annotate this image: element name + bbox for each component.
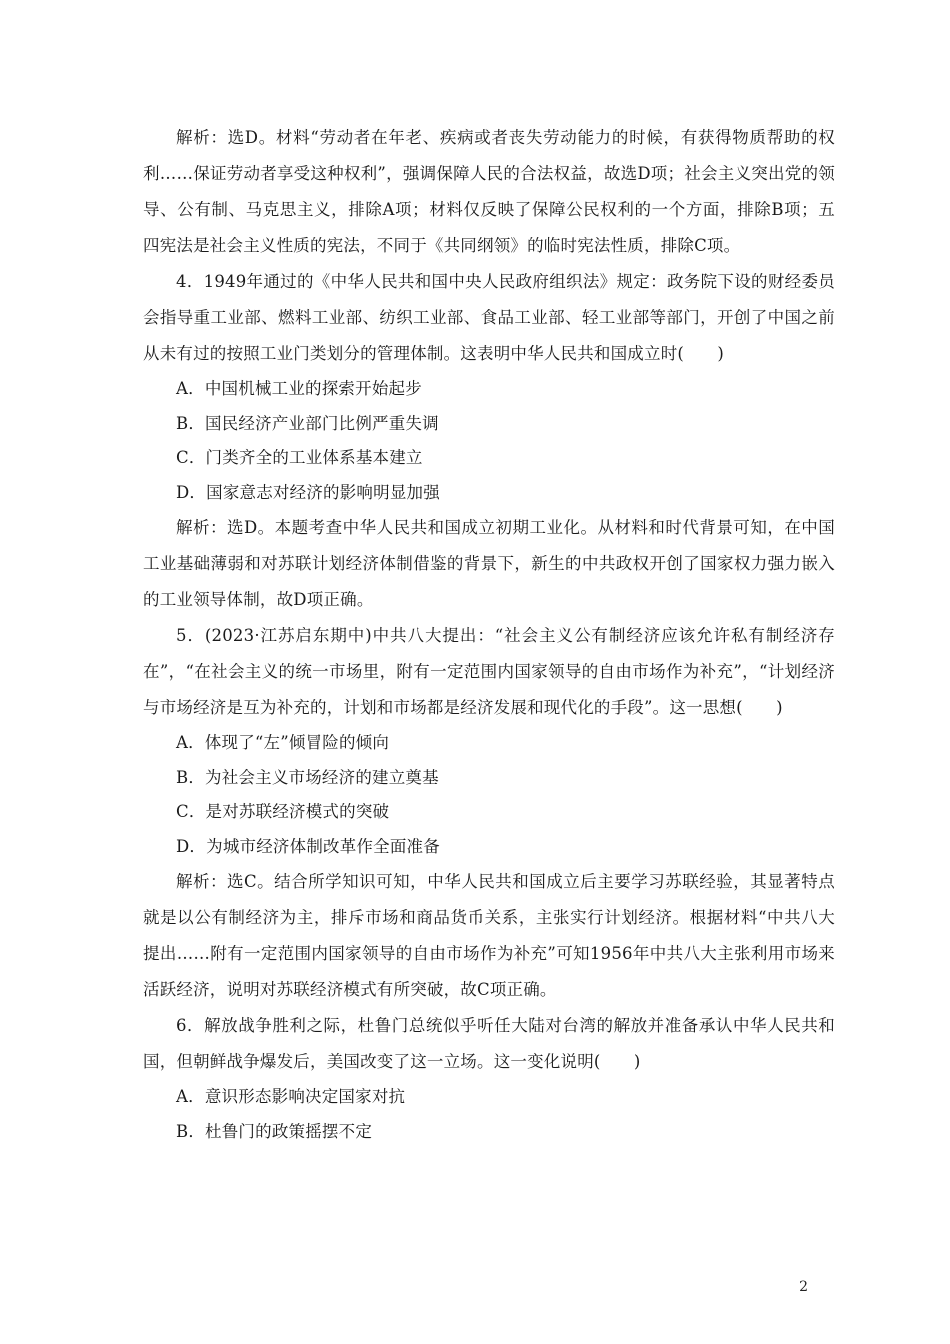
question-4-stem: 4．1949年通过的《中华人民共和国中央人民政府组织法》规定：政务院下设的财经委员会指导重工业部、燃料工业部、纺织工业部、食品工业部、轻工业部等部门，开创了中国之前从未有过的按照工业门类划分的管理体制。这表明中华人民共和国成立时( ) <box>143 272 835 363</box>
question-4-option-d: D．国家意志对经济的影响明显加强 <box>176 482 440 502</box>
question-6-option-b: B．杜鲁门的政策摇摆不定 <box>176 1121 373 1141</box>
question-4-option-a: A．中国机械工业的探索开始起步 <box>176 379 422 398</box>
question-5-option-c: C．是对苏联经济模式的突破 <box>176 802 390 821</box>
question-5-option-a: A．体现了“左”倾冒险的倾向 <box>176 733 390 752</box>
question-4-option-b: B．国民经济产业部门比例严重失调 <box>176 413 439 433</box>
question-4-option-c: C．门类齐全的工业体系基本建立 <box>176 448 423 467</box>
page-number: 2 <box>799 1279 808 1295</box>
analysis-q4: 解析：选D。本题考查中华人民共和国成立初期工业化。从材料和时代背景可知，在中国工业基础薄弱和对苏联计划经济体制借鉴的背景下，新生的中共政权开创了国家权力强力嵌入的工业领导体制，故D项正确。 <box>143 518 835 609</box>
question-6-stem: 6．解放战争胜利之际，杜鲁门总统似乎听任大陆对台湾的解放并准备承认中华人民共和国，但朝鲜战争爆发后，美国改变了这一立场。这一变化说明( ) <box>143 1016 835 1071</box>
page-content <box>143 120 835 1149</box>
question-5-stem: 5．(2023·江苏启东期中)中共八大提出：“社会主义公有制经济应该允许私有制经济存在”，“在社会主义的统一市场里，附有一定范围内国家领导的自由市场作为补充”，“计划经济与市场经济是互为补充的，计划和市场都是经济发展和现代化的手段”。这一思想( ) <box>143 626 835 717</box>
analysis-q5: 解析：选C。结合所学知识可知，中华人民共和国成立后主要学习苏联经验，其显著特点就是以公有制经济为主，排斥市场和商品货币关系，主张实行计划经济。根据材料“中共八大提出……附有一定范围内国家领导的自由市场作为补充”可知1956年中共八大主张利用市场来活跃经济，说明对苏联经济模式有所突破，故C项正确。 <box>143 872 835 999</box>
question-6-option-a: A．意识形态影响决定国家对抗 <box>176 1087 406 1106</box>
question-5-option-d: D．为城市经济体制改革作全面准备 <box>176 836 440 856</box>
analysis-q3: 解析：选D。材料“劳动者在年老、疾病或者丧失劳动能力的时候，有获得物质帮助的权利……保证劳动者享受这种权利”，强调保障人民的合法权益，故选D项；社会主义突出党的领导、公有制、马克思主义，排除A项；材料仅反映了保障公民权利的一个方面，排除B项；五四宪法是社会主义性质的宪法，不同于《共同纲领》的临时宪法性质，排除C项。 <box>143 128 835 255</box>
question-5-option-b: B．为社会主义市场经济的建立奠基 <box>176 767 439 787</box>
